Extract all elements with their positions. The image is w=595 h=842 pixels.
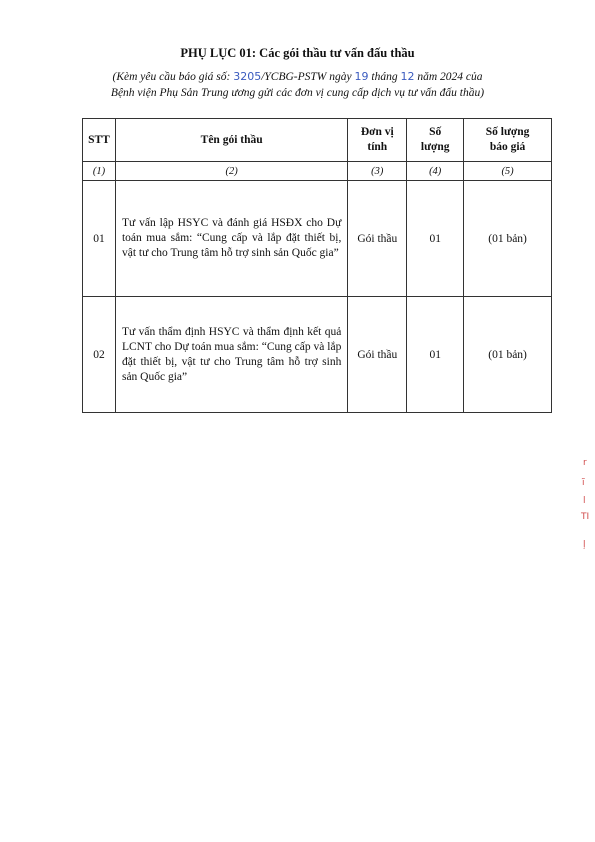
column-number: (3)	[348, 162, 407, 181]
row-quantity: 01	[407, 297, 464, 413]
header-quote-quantity	[464, 119, 552, 162]
table-row	[83, 181, 552, 297]
row-stt: 01	[83, 181, 116, 297]
subtitle-prefix: (Kèm yêu cầu báo giá số:	[112, 71, 234, 83]
appendix-title: PHỤ LỤC 01: Các gói thầu tư vấn đấu thầu	[180, 46, 415, 60]
row-quote-quantity: (01 bản)	[464, 181, 552, 297]
table-row	[83, 297, 552, 413]
subtitle-month-label: tháng	[368, 71, 401, 83]
margin-stamp-mark: r	[583, 458, 587, 468]
table-header-row	[83, 119, 552, 162]
bid-package-table	[82, 118, 552, 413]
header-quantity-line1: Số	[429, 126, 442, 138]
column-number: (5)	[464, 162, 552, 181]
subtitle-doc-code: /YCBG-PSTW ngày	[261, 71, 355, 83]
header-quote-line1: Số lượng	[485, 126, 530, 138]
header-unit-line2: tính	[367, 141, 388, 153]
subtitle-line-2: Bệnh viện Phụ Sản Trung ương gửi các đơn vị cung cấp dịch vụ tư vấn đấu thầu)	[110, 87, 485, 99]
subtitle-year: năm 2024 của	[414, 71, 483, 83]
handwritten-doc-number: 3205	[233, 70, 262, 83]
header-quantity-line2: lượng	[420, 141, 450, 153]
subtitle-line-1	[0, 69, 595, 85]
row-stt: 02	[83, 297, 116, 413]
column-number: (2)	[115, 162, 347, 181]
header-unit	[348, 119, 407, 162]
header-quote-line2: báo giá	[489, 141, 526, 153]
margin-stamp-mark: ĩ	[582, 478, 585, 488]
row-quote-quantity: (01 bản)	[464, 297, 552, 413]
header-unit-line1: Đơn vị	[360, 126, 394, 138]
header-stt: STT	[83, 119, 116, 162]
margin-stamp-mark: ļ	[583, 540, 586, 550]
column-number: (4)	[407, 162, 464, 181]
header-quantity	[407, 119, 464, 162]
appendix-subtitle	[0, 69, 595, 101]
row-package-name: Tư vấn lập HSYC và đánh giá HSĐX cho Dự toán mua sắm: “Cung cấp và lắp đặt thiết bị, vật tư cho Trung tâm hỗ trợ sinh sản Quốc gia”	[115, 181, 347, 297]
handwritten-day: 19	[354, 70, 369, 83]
row-unit: Gói thầu	[348, 297, 407, 413]
row-quantity: 01	[407, 181, 464, 297]
handwritten-month: 12	[400, 70, 415, 83]
margin-stamp-mark: l	[583, 496, 586, 506]
row-unit: Gói thầu	[348, 181, 407, 297]
row-package-name: Tư vấn thẩm định HSYC và thẩm định kết quả LCNT cho Dự toán mua sắm: “Cung cấp và lắp đặt thiết bị, vật tư cho Trung tâm hỗ trợ sinh sản Quốc gia”	[115, 297, 347, 413]
margin-stamp-mark: TI	[581, 512, 590, 522]
header-package-name: Tên gói thầu	[115, 119, 347, 162]
column-number: (1)	[83, 162, 116, 181]
column-number-row	[83, 162, 552, 181]
